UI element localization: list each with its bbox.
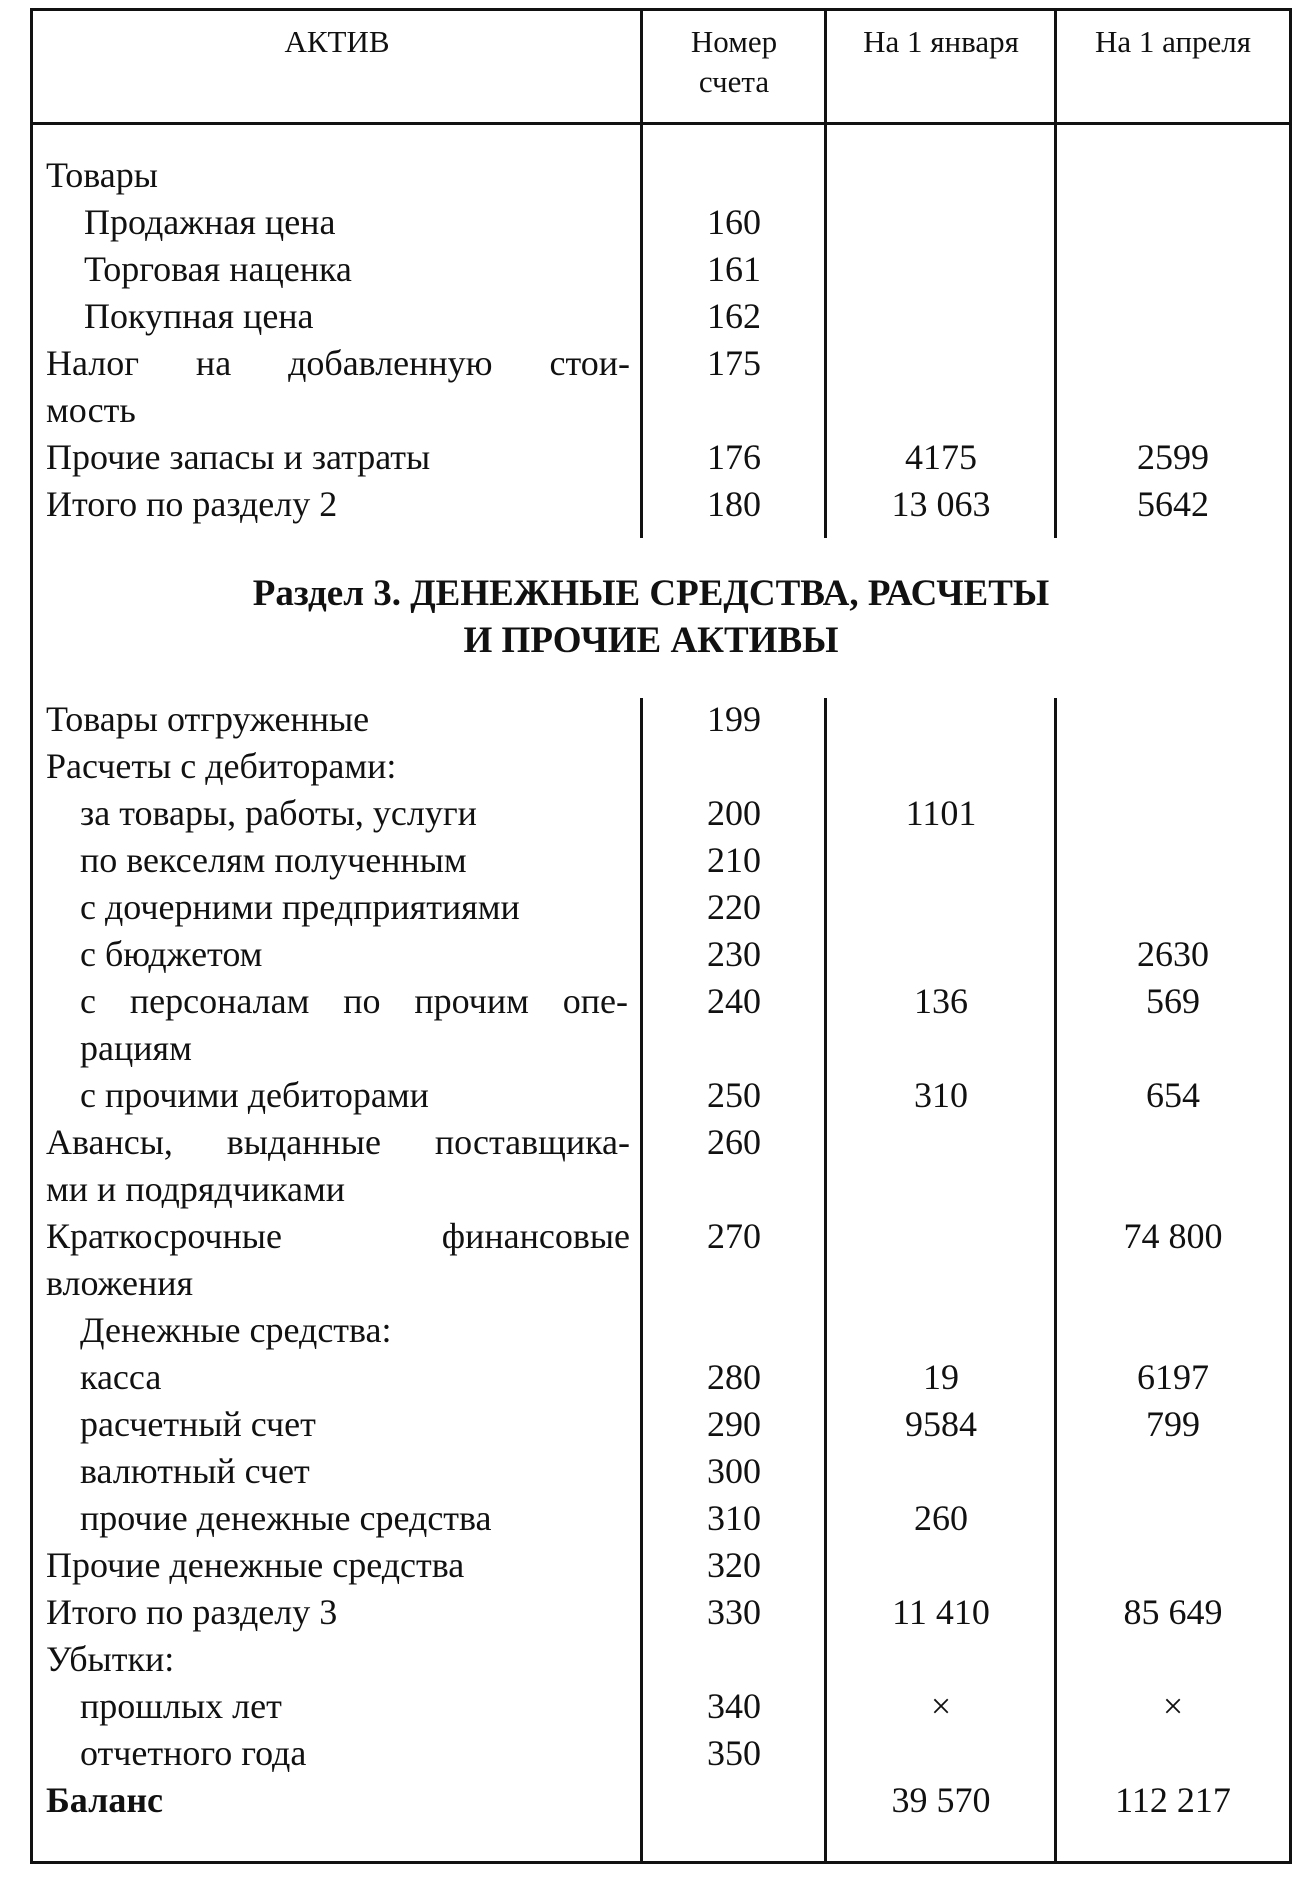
row-label: ми и подрядчиками xyxy=(46,1169,346,1209)
table-row xyxy=(0,884,1302,931)
row-label: рациям xyxy=(80,1028,192,1068)
row-apr-value: 5642 xyxy=(1137,484,1209,524)
row-jan-value: 19 xyxy=(923,1357,959,1397)
row-account: 260 xyxy=(707,1122,761,1162)
row-jan-value: 260 xyxy=(914,1498,968,1538)
row-account: 350 xyxy=(707,1733,761,1773)
row-label xyxy=(46,1119,630,1166)
row-label: с прочими дебиторами xyxy=(80,1075,429,1115)
table-row xyxy=(0,1025,1302,1072)
row-label: Итого по разделу 3 xyxy=(46,1592,338,1632)
table-row xyxy=(0,696,1302,743)
row-apr-value: 2630 xyxy=(1137,934,1209,974)
table-row-balance xyxy=(0,1777,1302,1824)
header-activ: АКТИВ xyxy=(284,24,390,59)
row-label xyxy=(46,1213,630,1260)
row-account: 310 xyxy=(707,1498,761,1538)
table-row xyxy=(0,152,1302,199)
row-jan-value: 13 063 xyxy=(891,484,991,524)
row-label: вложения xyxy=(46,1263,194,1303)
row-account: 199 xyxy=(707,699,761,739)
row-apr-value: 569 xyxy=(1146,981,1200,1021)
row-jan-value: 39 570 xyxy=(891,1780,991,1820)
header-divider xyxy=(30,122,1292,125)
row-label-word: Краткосрочные xyxy=(46,1216,282,1256)
row-label: расчетный счет xyxy=(80,1404,316,1444)
row-apr-value: 6197 xyxy=(1137,1357,1209,1397)
table-row xyxy=(0,1119,1302,1166)
header-account xyxy=(648,22,820,102)
row-jan-value: 310 xyxy=(914,1075,968,1115)
row-apr-value: 112 217 xyxy=(1115,1780,1231,1820)
row-apr-value: 85 649 xyxy=(1123,1592,1223,1632)
row-account: 320 xyxy=(707,1545,761,1585)
table-row xyxy=(0,1354,1302,1401)
table-row xyxy=(0,199,1302,246)
row-jan-value: 136 xyxy=(914,981,968,1021)
table-row xyxy=(0,1072,1302,1119)
row-account: 270 xyxy=(707,1216,761,1256)
row-label: Убытки: xyxy=(46,1639,175,1679)
row-apr-value: 2599 xyxy=(1137,437,1209,477)
row-label xyxy=(80,978,628,1025)
row-label-word: стои- xyxy=(549,343,630,383)
table-row xyxy=(0,837,1302,884)
row-label: Баланс xyxy=(46,1780,164,1820)
row-jan-value: 11 410 xyxy=(892,1592,990,1632)
table-row xyxy=(0,978,1302,1025)
row-account: 175 xyxy=(707,343,761,383)
row-label-word: финансовые xyxy=(441,1216,630,1256)
row-label: Покупная цена xyxy=(84,296,314,336)
row-label: Итого по разделу 2 xyxy=(46,484,338,524)
row-apr-value: × xyxy=(1162,1686,1184,1726)
table-row xyxy=(0,481,1302,528)
row-account: 176 xyxy=(707,437,761,477)
header-account-line2: счета xyxy=(698,64,770,99)
row-label: Продажная цена xyxy=(84,202,336,242)
header-account-line1: Номер xyxy=(690,24,778,59)
row-account: 230 xyxy=(707,934,761,974)
row-label xyxy=(46,340,630,387)
table-row xyxy=(0,293,1302,340)
table-row xyxy=(0,931,1302,978)
table-row xyxy=(0,1260,1302,1307)
row-label: с бюджетом xyxy=(80,934,263,974)
table-row xyxy=(0,434,1302,481)
table-row xyxy=(0,1213,1302,1260)
row-account: 300 xyxy=(707,1451,761,1491)
row-label-word: добавленную xyxy=(288,343,493,383)
row-jan-value: × xyxy=(930,1686,952,1726)
table-row xyxy=(0,1307,1302,1354)
row-label-word: Налог xyxy=(46,343,140,383)
row-account: 290 xyxy=(707,1404,761,1444)
row-label-word: персоналам xyxy=(129,981,310,1021)
row-label-word: опе- xyxy=(562,981,628,1021)
row-account: 280 xyxy=(707,1357,761,1397)
row-jan-value: 1101 xyxy=(905,793,977,833)
row-account: 340 xyxy=(707,1686,761,1726)
row-label-word: по xyxy=(343,981,381,1021)
row-label: Товары xyxy=(46,155,158,195)
row-label-word: выданные xyxy=(226,1122,381,1162)
header-jan: На 1 января xyxy=(863,24,1019,59)
row-account: 250 xyxy=(707,1075,761,1115)
section-3-title-line1: Раздел 3. ДЕНЕЖНЫЕ СРЕДСТВА, РАСЧЕТЫ xyxy=(252,573,1050,614)
row-account: 210 xyxy=(707,840,761,880)
table-row xyxy=(0,387,1302,434)
table-row xyxy=(0,1589,1302,1636)
header-apr: На 1 апреля xyxy=(1094,24,1252,59)
table-row xyxy=(0,340,1302,387)
row-label: Прочие денежные средства xyxy=(46,1545,465,1585)
section-3-title-line2: И ПРОЧИЕ АКТИВЫ xyxy=(463,620,839,661)
row-label: с дочерними предприятиями xyxy=(80,887,520,927)
row-account: 160 xyxy=(707,202,761,242)
row-account: 200 xyxy=(707,793,761,833)
table-row xyxy=(0,743,1302,790)
row-label: Торговая наценка xyxy=(84,249,352,289)
table-row xyxy=(0,1636,1302,1683)
row-label: Прочие запасы и затраты xyxy=(46,437,431,477)
table-row xyxy=(0,1448,1302,1495)
row-label: Товары отгруженные xyxy=(46,699,370,739)
row-account: 161 xyxy=(707,249,761,289)
table-row xyxy=(0,1401,1302,1448)
row-jan-value: 4175 xyxy=(905,437,977,477)
row-label: Денежные средства: xyxy=(80,1310,392,1350)
table-row xyxy=(0,1730,1302,1777)
row-label: Расчеты с дебиторами: xyxy=(46,746,397,786)
row-apr-value: 799 xyxy=(1146,1404,1200,1444)
row-label-word: на xyxy=(195,343,232,383)
row-account: 162 xyxy=(707,296,761,336)
table-row xyxy=(0,790,1302,837)
row-label: касса xyxy=(80,1357,162,1397)
row-label: прочие денежные средства xyxy=(80,1498,492,1538)
table-row xyxy=(0,1166,1302,1213)
row-label: прошлых лет xyxy=(80,1686,282,1726)
row-label: по векселям полученным xyxy=(80,840,467,880)
row-apr-value: 74 800 xyxy=(1123,1216,1223,1256)
row-label: отчетного года xyxy=(80,1733,307,1773)
row-apr-value: 654 xyxy=(1146,1075,1200,1115)
row-label: валютный счет xyxy=(80,1451,310,1491)
row-label-word: с xyxy=(80,981,96,1021)
row-label: мость xyxy=(46,390,136,430)
row-account: 180 xyxy=(707,484,761,524)
table-row xyxy=(0,1683,1302,1730)
row-account: 240 xyxy=(707,981,761,1021)
row-label-word: прочим xyxy=(414,981,529,1021)
row-label-word: Авансы, xyxy=(46,1122,173,1162)
row-jan-value: 9584 xyxy=(905,1404,977,1444)
row-label-word: поставщика- xyxy=(434,1122,630,1162)
table-row xyxy=(0,1542,1302,1589)
row-account: 330 xyxy=(707,1592,761,1632)
row-account: 220 xyxy=(707,887,761,927)
table-row xyxy=(0,1495,1302,1542)
table-row xyxy=(0,246,1302,293)
row-label: за товары, работы, услуги xyxy=(80,793,477,833)
